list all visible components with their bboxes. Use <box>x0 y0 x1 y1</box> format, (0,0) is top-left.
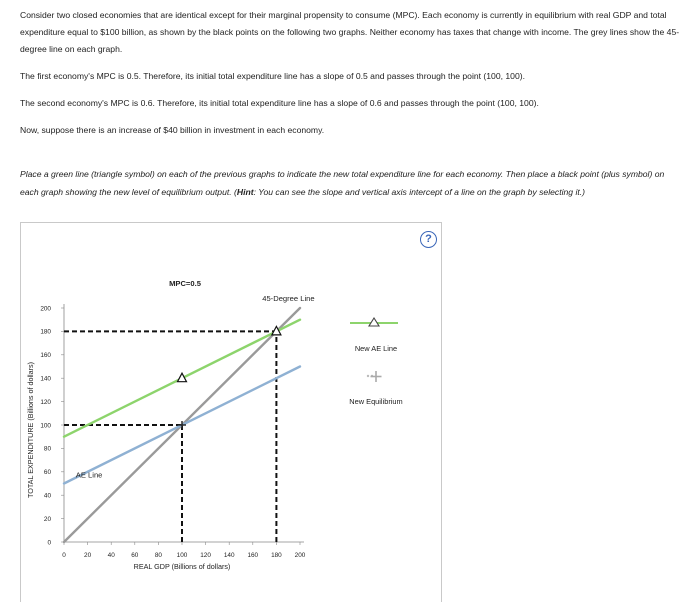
y-tick-label: 60 <box>43 469 51 477</box>
y-axis-label: TOTAL EXPENDITURE (Billions of dollars) <box>26 361 35 499</box>
ae-line-label: AE Line <box>75 470 103 480</box>
help-icon[interactable]: ? <box>420 231 437 248</box>
legend-new-ae-line-label: New AE Line <box>354 344 398 353</box>
question-paragraph-3: The second economy's MPC is 0.6. Therefore, its initial total expenditure line has a slope of 0.6 and passes through the point (100, 100). <box>20 98 539 108</box>
legend-equilibrium-dot <box>367 375 369 377</box>
y-tick-label: 20 <box>43 515 51 523</box>
mpc-chart[interactable] <box>20 222 442 602</box>
instructions-part-1: Place a green line (triangle symbol) on each of the previous graphs to indicate the new total expenditure line for each economy. Then place a black point (plus symbol) on each graph showing the new level of equilibrium output. ( <box>20 169 665 197</box>
x-tick-label: 120 <box>200 552 211 559</box>
question-paragraph-1: Consider two closed economies that are identical except for their marginal propensity to consume (MPC). Each economy is currently in equilibrium with real GDP and total expenditure equal to $100 billion, as shown by the black points on the following two graphs. Neither economy has taxes that change with income. The grey lines show the 45-degree line on each graph. <box>20 10 680 54</box>
y-tick-label: 180 <box>40 328 51 336</box>
legend-plus-icon[interactable] <box>371 371 382 382</box>
x-tick-label: 100 <box>176 552 188 559</box>
y-tick-label: 140 <box>40 375 51 383</box>
question-paragraph-4: Now, suppose there is an increase of $40 billion in investment in each economy. <box>20 125 325 135</box>
y-tick-label: 40 <box>43 492 51 500</box>
x-tick-label: 180 <box>271 552 282 559</box>
x-tick-label: 80 <box>154 552 162 559</box>
x-tick-label: 20 <box>84 552 92 559</box>
legend-new-equilibrium-label: New Equilibrium <box>349 397 403 406</box>
x-tick-label: 60 <box>131 552 139 559</box>
y-tick-label: 200 <box>40 305 51 313</box>
chart-title: MPC=0.5 <box>169 279 201 288</box>
instructions-part-2: : You can see the slope and vertical axis intercept of a line on the graph by selecting it.) <box>253 187 585 197</box>
y-tick-label: 80 <box>43 445 51 453</box>
x-tick-label: 40 <box>107 552 115 559</box>
instructions <box>20 165 680 201</box>
question-paragraph-2: The first economy's MPC is 0.5. Therefore, its initial total expenditure line has a slope of 0.5 and passes through the point (100, 100). <box>20 71 525 81</box>
y-tick-label: 0 <box>47 539 51 547</box>
y-tick-label: 100 <box>40 422 51 430</box>
x-axis-label: REAL GDP (Billions of dollars) <box>133 562 231 571</box>
45-degree-line-label: 45-Degree Line <box>262 293 315 303</box>
y-tick-label: 120 <box>40 398 51 406</box>
x-tick-label: 200 <box>294 552 306 559</box>
hint-label: Hint <box>236 187 254 197</box>
x-tick-label: 160 <box>247 552 259 559</box>
y-tick-label: 160 <box>40 352 51 360</box>
x-tick-label: 140 <box>223 552 235 559</box>
x-tick-label: 0 <box>62 552 66 559</box>
